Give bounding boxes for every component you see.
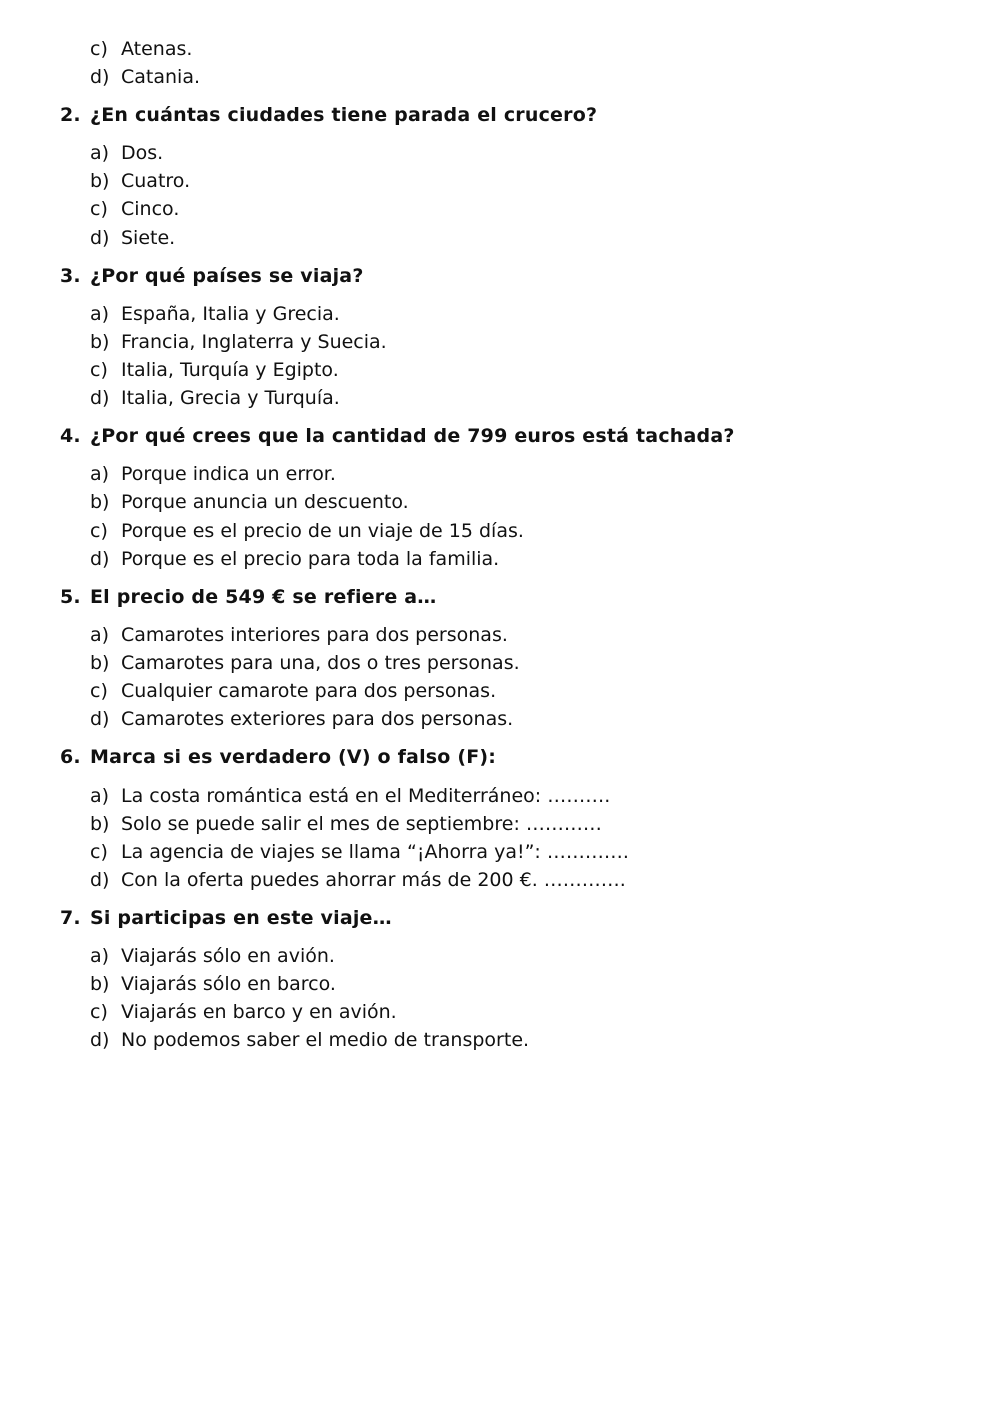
option-letter: a) bbox=[90, 303, 110, 325]
option-text: Atenas. bbox=[121, 38, 193, 60]
option-letter: d) bbox=[90, 548, 110, 570]
question-number: 2. bbox=[60, 104, 81, 126]
option-q6-a bbox=[90, 785, 610, 807]
option-q2-c bbox=[90, 198, 179, 220]
option-letter: a) bbox=[90, 624, 110, 646]
question-text: ¿Por qué crees que la cantidad de 799 euros está tachada? bbox=[90, 425, 735, 447]
option-letter: b) bbox=[90, 652, 110, 674]
question-text: Marca si es verdadero (V) o falso (F): bbox=[90, 746, 497, 768]
question-5-title bbox=[60, 586, 436, 608]
option-q4-d bbox=[90, 548, 499, 570]
question-number: 5. bbox=[60, 586, 81, 608]
option-text: Italia, Grecia y Turquía. bbox=[121, 387, 340, 409]
option-letter: c) bbox=[90, 841, 108, 863]
option-text: Francia, Inglaterra y Suecia. bbox=[121, 331, 387, 353]
option-text: Viajarás en barco y en avión. bbox=[121, 1001, 397, 1023]
question-text: El precio de 549 € se refiere a… bbox=[90, 586, 437, 608]
option-text: Viajarás sólo en barco. bbox=[121, 973, 336, 995]
option-q2-b bbox=[90, 170, 190, 192]
option-text: Porque es el precio para toda la familia. bbox=[121, 548, 500, 570]
option-text: Porque es el precio de un viaje de 15 días. bbox=[121, 520, 524, 542]
option-letter: a) bbox=[90, 945, 110, 967]
option-text: Solo se puede salir el mes de septiembre: ………… bbox=[121, 813, 602, 835]
option-q2-d bbox=[90, 227, 175, 249]
option-letter: b) bbox=[90, 491, 110, 513]
option-q6-c bbox=[90, 841, 629, 863]
option-text: Cuatro. bbox=[121, 170, 191, 192]
option-q4-a bbox=[90, 463, 336, 485]
option-q5-c bbox=[90, 680, 496, 702]
option-text: No podemos saber el medio de transporte. bbox=[121, 1029, 530, 1051]
option-letter: d) bbox=[90, 869, 110, 891]
option-letter: a) bbox=[90, 142, 110, 164]
option-q6-b bbox=[90, 813, 602, 835]
option-text: Porque indica un error. bbox=[121, 463, 336, 485]
option-text: Cualquier camarote para dos personas. bbox=[121, 680, 497, 702]
question-7-title bbox=[60, 907, 392, 929]
question-text: ¿En cuántas ciudades tiene parada el crucero? bbox=[90, 104, 598, 126]
option-text: Con la oferta puedes ahorrar más de 200 €. …………. bbox=[121, 869, 626, 891]
question-number: 4. bbox=[60, 425, 81, 447]
option-q7-a bbox=[90, 945, 335, 967]
option-letter: a) bbox=[90, 785, 110, 807]
option-q1-d bbox=[90, 66, 200, 88]
option-q3-a bbox=[90, 303, 340, 325]
option-letter: d) bbox=[90, 66, 110, 88]
option-letter: c) bbox=[90, 198, 108, 220]
option-q5-d bbox=[90, 708, 513, 730]
option-q6-d bbox=[90, 869, 626, 891]
option-q7-c bbox=[90, 1001, 397, 1023]
option-text: La agencia de viajes se llama “¡Ahorra ya!”: …………. bbox=[121, 841, 629, 863]
option-text: Camarotes exteriores para dos personas. bbox=[121, 708, 514, 730]
option-q4-b bbox=[90, 491, 409, 513]
option-letter: b) bbox=[90, 973, 110, 995]
option-letter: d) bbox=[90, 227, 110, 249]
option-q3-b bbox=[90, 331, 387, 353]
option-text: Italia, Turquía y Egipto. bbox=[121, 359, 339, 381]
option-text: Porque anuncia un descuento. bbox=[121, 491, 409, 513]
option-q5-b bbox=[90, 652, 520, 674]
option-text: Catania. bbox=[121, 66, 201, 88]
option-letter: b) bbox=[90, 813, 110, 835]
option-letter: b) bbox=[90, 170, 110, 192]
option-letter: d) bbox=[90, 387, 110, 409]
option-q7-b bbox=[90, 973, 336, 995]
option-q3-d bbox=[90, 387, 340, 409]
option-letter: c) bbox=[90, 1001, 108, 1023]
option-text: Viajarás sólo en avión. bbox=[121, 945, 335, 967]
option-letter: b) bbox=[90, 331, 110, 353]
question-number: 7. bbox=[60, 907, 81, 929]
question-number: 3. bbox=[60, 265, 81, 287]
question-4-title bbox=[60, 425, 735, 447]
question-3-title bbox=[60, 265, 364, 287]
option-letter: c) bbox=[90, 680, 108, 702]
option-letter: d) bbox=[90, 708, 110, 730]
option-q1-c bbox=[90, 38, 192, 60]
option-letter: d) bbox=[90, 1029, 110, 1051]
option-text: Camarotes interiores para dos personas. bbox=[121, 624, 508, 646]
question-text: ¿Por qué países se viaja? bbox=[90, 265, 364, 287]
option-q3-c bbox=[90, 359, 339, 381]
option-text: Camarotes para una, dos o tres personas. bbox=[121, 652, 520, 674]
option-letter: a) bbox=[90, 463, 110, 485]
option-text: España, Italia y Grecia. bbox=[121, 303, 340, 325]
option-letter: c) bbox=[90, 359, 108, 381]
option-q5-a bbox=[90, 624, 508, 646]
option-q2-a bbox=[90, 142, 163, 164]
option-text: Dos. bbox=[121, 142, 164, 164]
option-letter: c) bbox=[90, 520, 108, 542]
option-text: La costa romántica está en el Mediterráneo: ………. bbox=[121, 785, 611, 807]
option-text: Cinco. bbox=[121, 198, 180, 220]
question-2-title bbox=[60, 104, 597, 126]
option-text: Siete. bbox=[121, 227, 176, 249]
question-text: Si participas en este viaje… bbox=[90, 907, 392, 929]
option-q4-c bbox=[90, 520, 524, 542]
question-number: 6. bbox=[60, 746, 81, 768]
question-6-title bbox=[60, 746, 496, 768]
option-q7-d bbox=[90, 1029, 529, 1051]
option-letter: c) bbox=[90, 38, 108, 60]
